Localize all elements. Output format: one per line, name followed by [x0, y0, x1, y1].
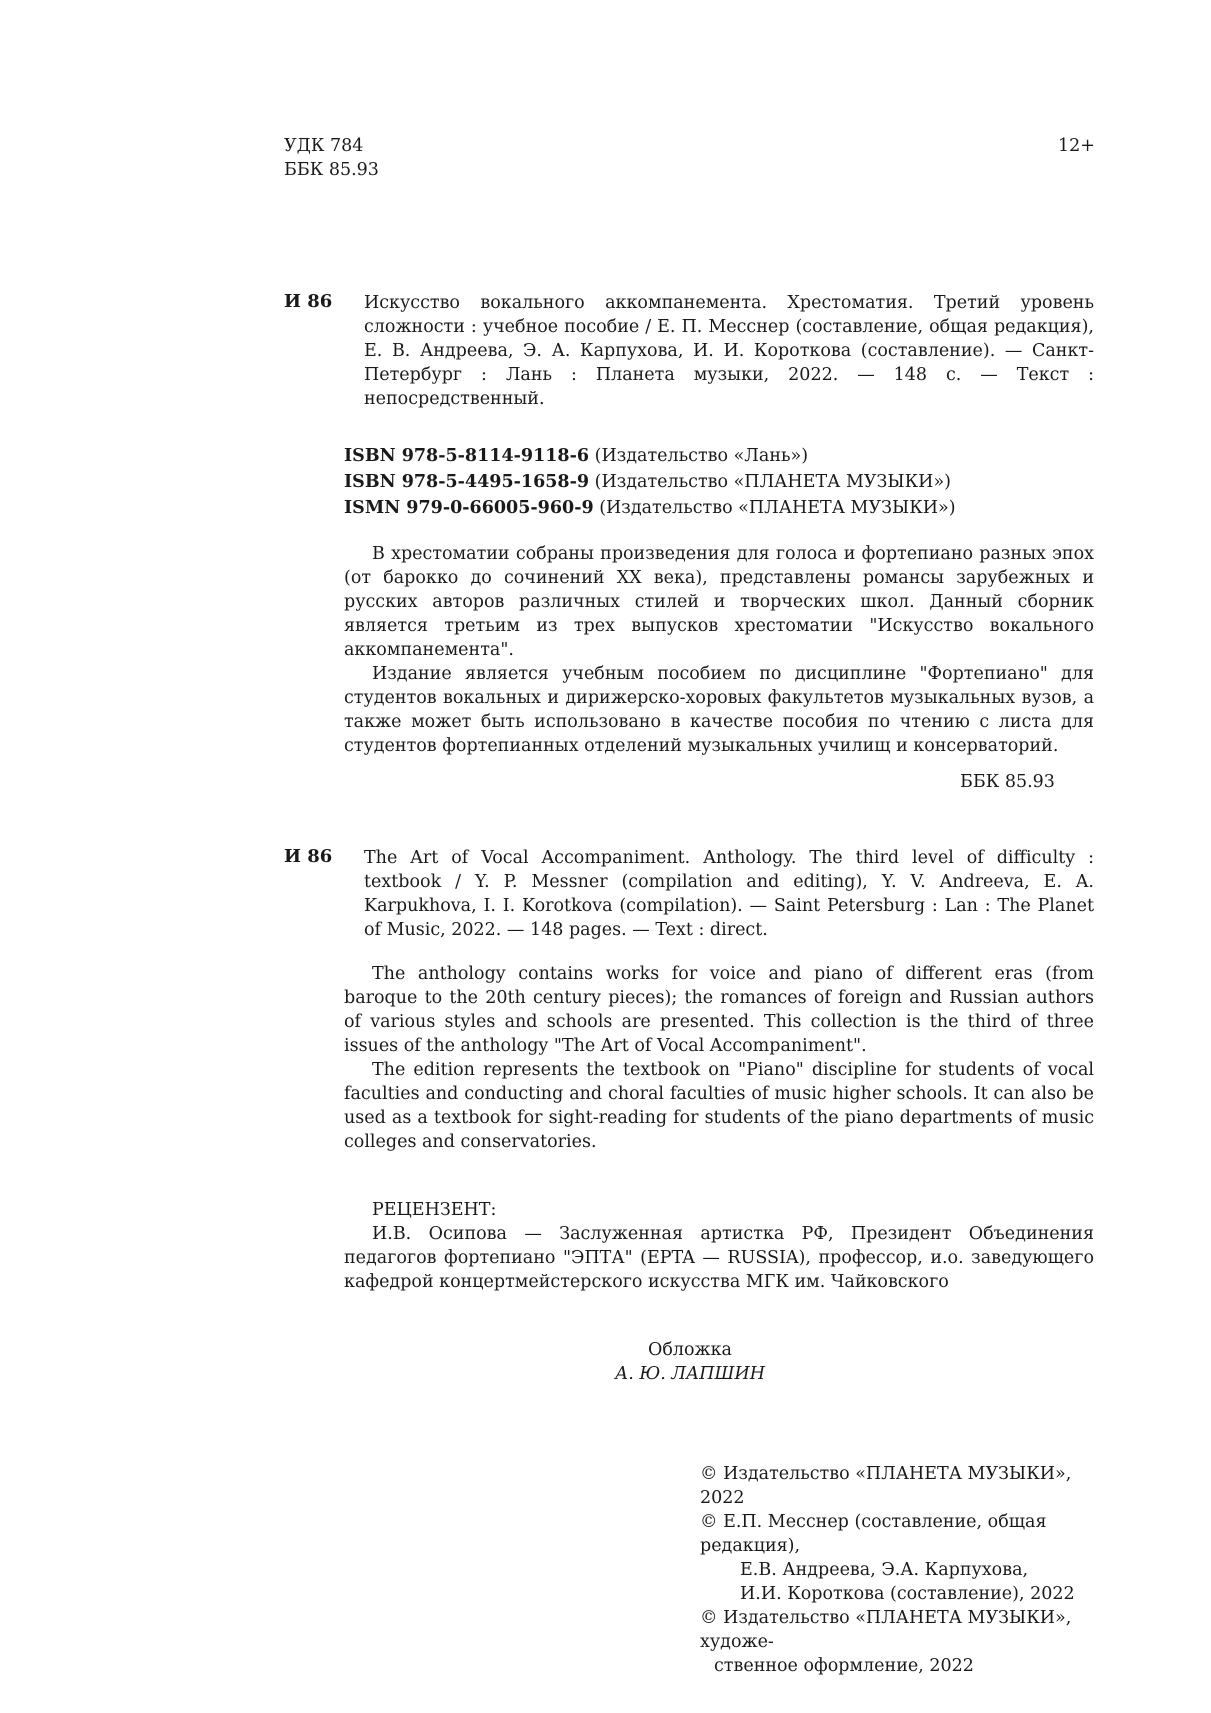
isbn-line-2 — [344, 470, 951, 494]
cover-label: Обложка — [647, 1340, 732, 1360]
isbn-publisher: (Издательство «ПЛАНЕТА МУЗЫКИ») — [594, 472, 951, 492]
isbn-publisher: (Издательство «ПЛАНЕТА МУЗЫКИ») — [599, 498, 956, 518]
ru-entry-index: И 86 — [284, 291, 333, 312]
en-abstract-paragraph: The edition represents the textbook on "Piano" discipline for students of vocal faculties and conducting and choral faculties of music higher schools. It can also be used as a textbook for sight-reading for students of the piano departments of music colleges and conservatories. — [344, 1060, 1094, 1152]
ru-abstract — [344, 542, 1094, 758]
isbn-line-1 — [344, 444, 808, 468]
isbn-line-3 — [344, 496, 956, 520]
isbn-number: ISBN 978-5-4495-1658-9 — [344, 472, 590, 492]
en-abstract-paragraph: The anthology contains works for voice and piano of different eras (from baroque to the 20th century pieces); the romances of foreign and Russian authors of various styles and schools are presented. This collection is the third of three issues of the anthology "The Art of Vocal Accompaniment". — [344, 964, 1094, 1056]
udk-code: УДК 784 — [284, 136, 364, 156]
isbn-number: ISBN 978-5-8114-9118-6 — [344, 446, 590, 466]
ru-abstract-paragraph: В хрестоматии собраны произведения для голоса и фортепиано разных эпох (от барокко до сочинений XX века), представлены романсы зарубежных и русских авторов различных стилей и творческих школ. Данный сборник является третьим из трех выпусков хрестоматии "Искусство вокального аккомпанемента". — [344, 544, 1094, 660]
copyright-line: Е.В. Андреева, Э.А. Карпухова, — [740, 1560, 1029, 1580]
copyright-line: И.И. Короткова (составление), 2022 — [740, 1584, 1075, 1604]
ismn-number: ISMN 979-0-66005-960-9 — [344, 498, 594, 518]
copyright-line: ственное оформление, 2022 — [714, 1656, 974, 1676]
age-rating: 12+ — [1058, 136, 1095, 156]
reviewer-heading: РЕЦЕНЗЕНТ: — [372, 1200, 497, 1220]
en-entry-index: И 86 — [284, 846, 333, 867]
copyright-line: © Издательство «ПЛАНЕТА МУЗЫКИ», 2022 — [700, 1464, 1072, 1508]
en-entry-text: The Art of Vocal Accompaniment. Anthology. The third level of difficulty : textbook / Y. P. Messner (compilation and editing), Y. V. Andreeva, E. A. Karpukhova, I. I. Korotkova (compilation). — Saint Petersburg : Lan : The Planet of Music, 2022. — 148 pages. — Text : direct. — [364, 848, 1094, 940]
ru-bbk-footer: ББК 85.93 — [960, 772, 1055, 792]
en-abstract — [344, 962, 1094, 1154]
copyright-block — [700, 1462, 1100, 1678]
isbn-publisher: (Издательство «Лань») — [594, 446, 809, 466]
reviewer-text: И.В. Осипова — Заслуженная артистка РФ, Президент Объединения педагогов фортепиано "ЭПТА" (EPTA — RUSSIA), профессор, и.о. заведующего кафедрой концертмейстерского искусства МГК им. Чайковского — [344, 1224, 1094, 1292]
bbk-code: ББК 85.93 — [284, 160, 379, 180]
cover-artist: А. Ю. ЛАПШИН — [615, 1364, 765, 1384]
ru-abstract-paragraph: Издание является учебным пособием по дисциплине "Фортепиано" для студентов вокальных и дирижерско-хоровых факультетов музыкальных вузов, а также может быть использовано в качестве пособия по чтению с листа для студентов фортепианных отделений музыкальных училищ и консерваторий. — [344, 664, 1094, 756]
copyright-line: © Издательство «ПЛАНЕТА МУЗЫКИ», художе- — [700, 1608, 1072, 1652]
ru-entry-text: Искусство вокального аккомпанемента. Хрестоматия. Третий уровень сложности : учебное пособие / Е. П. Месснер (составление, общая редакция), Е. В. Андреева, Э. А. Карпухова, И. И. Короткова (составление). — Санкт-Петербург : Лань : Планета музыки, 2022. — 148 с. — Текст : непосредственный. — [364, 293, 1094, 409]
copyright-line: © Е.П. Месснер (составление, общая редакция), — [700, 1512, 1047, 1556]
